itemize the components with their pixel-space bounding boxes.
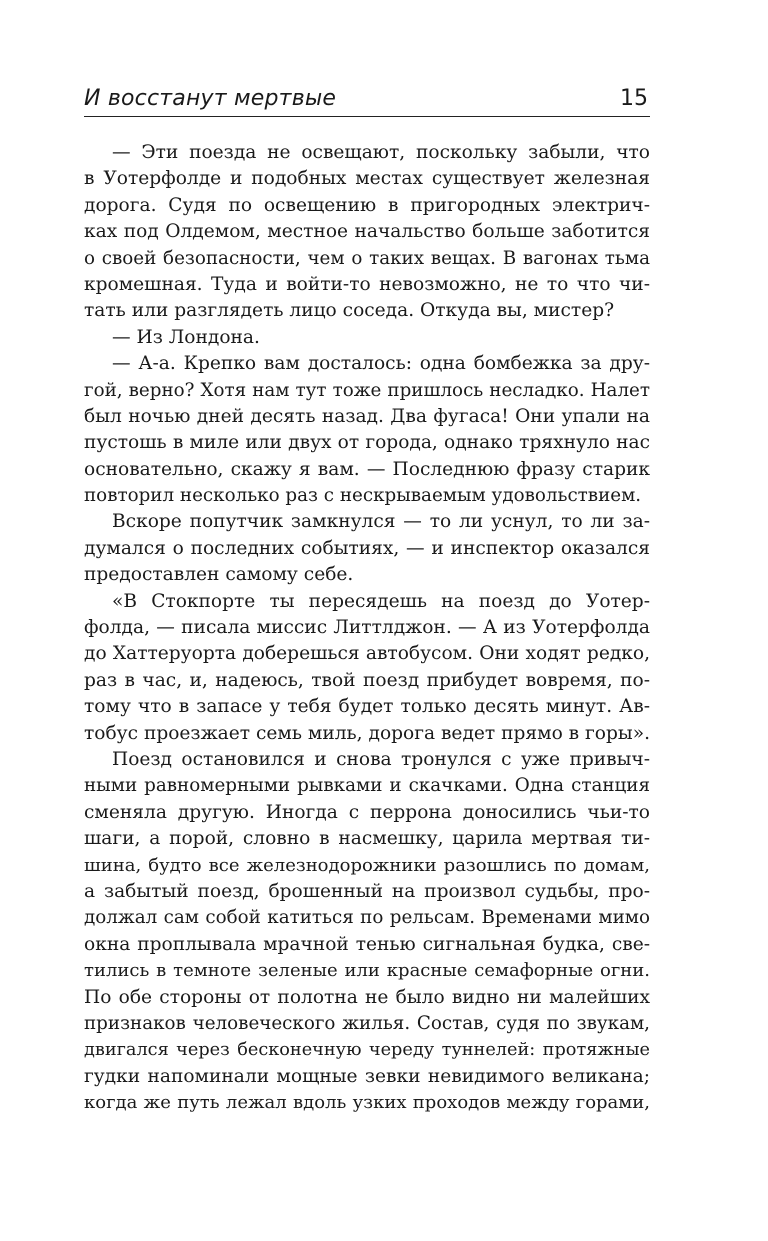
text-line: думался о последних событиях, — и инспектор оказался	[84, 537, 650, 559]
body-text	[84, 140, 650, 1116]
text-line: тобус проезжает семь миль, дорога ведет прямо в горы».	[84, 722, 650, 744]
text-line: тились в темноте зеленые или красные семафорные огни.	[84, 960, 650, 982]
text-line: ках под Олдемом, местное начальство больше заботится	[84, 221, 650, 243]
text-line: — Из Лондона.	[112, 326, 260, 348]
text-line: По обе стороны от полотна не было видно ни малейших	[84, 986, 650, 1008]
text-line: был ночью дней десять назад. Два фугаса! Они упали на	[84, 405, 650, 427]
page-number: 15	[620, 86, 648, 111]
text-line: гой, верно? Хотя нам тут тоже пришлось несладко. Налет	[84, 379, 650, 401]
text-line: шаги, а порой, словно в насмешку, царила мертвая ти-	[84, 828, 650, 850]
text-line: тать или разглядеть лицо соседа. Откуда вы, мистер?	[84, 300, 615, 322]
text-line: сменяла другую. Иногда с перрона доносились чьи-то	[84, 801, 650, 823]
text-line: предоставлен самому себе.	[84, 564, 354, 586]
text-line: Вскоре попутчик замкнулся — то ли уснул, то ли за-	[112, 511, 650, 533]
text-line: тому что в запасе у тебя будет только десять минут. Ав-	[84, 696, 650, 718]
text-line: признаков человеческого жилья. Состав, судя по звукам,	[84, 1012, 650, 1034]
text-line: а забытый поезд, брошенный на произвол судьбы, про-	[84, 880, 650, 902]
text-line: гудки напоминали мощные зевки невидимого великана;	[84, 1065, 650, 1087]
text-line: должал сам собой катиться по рельсам. Временами мимо	[84, 907, 650, 929]
text-line: шина, будто все железнодорожники разошлись по домам,	[84, 854, 650, 876]
text-line: фолда, — писала миссис Литтлджон. — А из Уотерфолда	[84, 617, 650, 639]
running-header	[84, 80, 650, 117]
text-line: пустошь в миле или двух от города, однако тряхнуло нас	[84, 432, 650, 454]
text-line: кромешная. Туда и войти-то невозможно, не то что чи-	[84, 273, 650, 295]
text-line: раз в час, и, надеюсь, твой поезд прибудет вовремя, по-	[84, 669, 650, 691]
text-line: — Эти поезда не освещают, поскольку забыли, что	[112, 142, 650, 163]
text-line: до Хаттеруорта доберешься автобусом. Они ходят редко,	[84, 643, 650, 665]
text-line: когда же путь лежал вдоль узких проходов между горами,	[84, 1092, 650, 1114]
text-line: ными равномерными рывками и скачками. Одна станция	[84, 775, 650, 797]
text-line: — А-а. Крепко вам досталось: одна бомбежка за дру-	[112, 353, 650, 375]
text-line: Поезд остановился и снова тронулся с уже привыч-	[112, 748, 650, 770]
text-line: в Уотерфолде и подобных местах существует железная	[84, 168, 650, 190]
text-line: дорога. Судя по освещению в пригородных электрич-	[84, 194, 650, 216]
text-line: о своей безопасности, чем о таких вещах. В вагонах тьма	[84, 247, 650, 269]
text-line: «В Стокпорте ты пересядешь на поезд до Уотер-	[112, 590, 650, 612]
running-title: И восстанут мертвые	[84, 86, 337, 111]
text-line: двигался через бесконечную череду туннелей: протяжные	[84, 1040, 650, 1061]
text-line: повторил несколько раз с нескрываемым удовольствием.	[84, 485, 642, 507]
text-line: основательно, скажу я вам. — Последнюю фразу старик	[84, 458, 650, 480]
text-line: окна проплывала мрачной тенью сигнальная будка, све-	[84, 933, 650, 955]
